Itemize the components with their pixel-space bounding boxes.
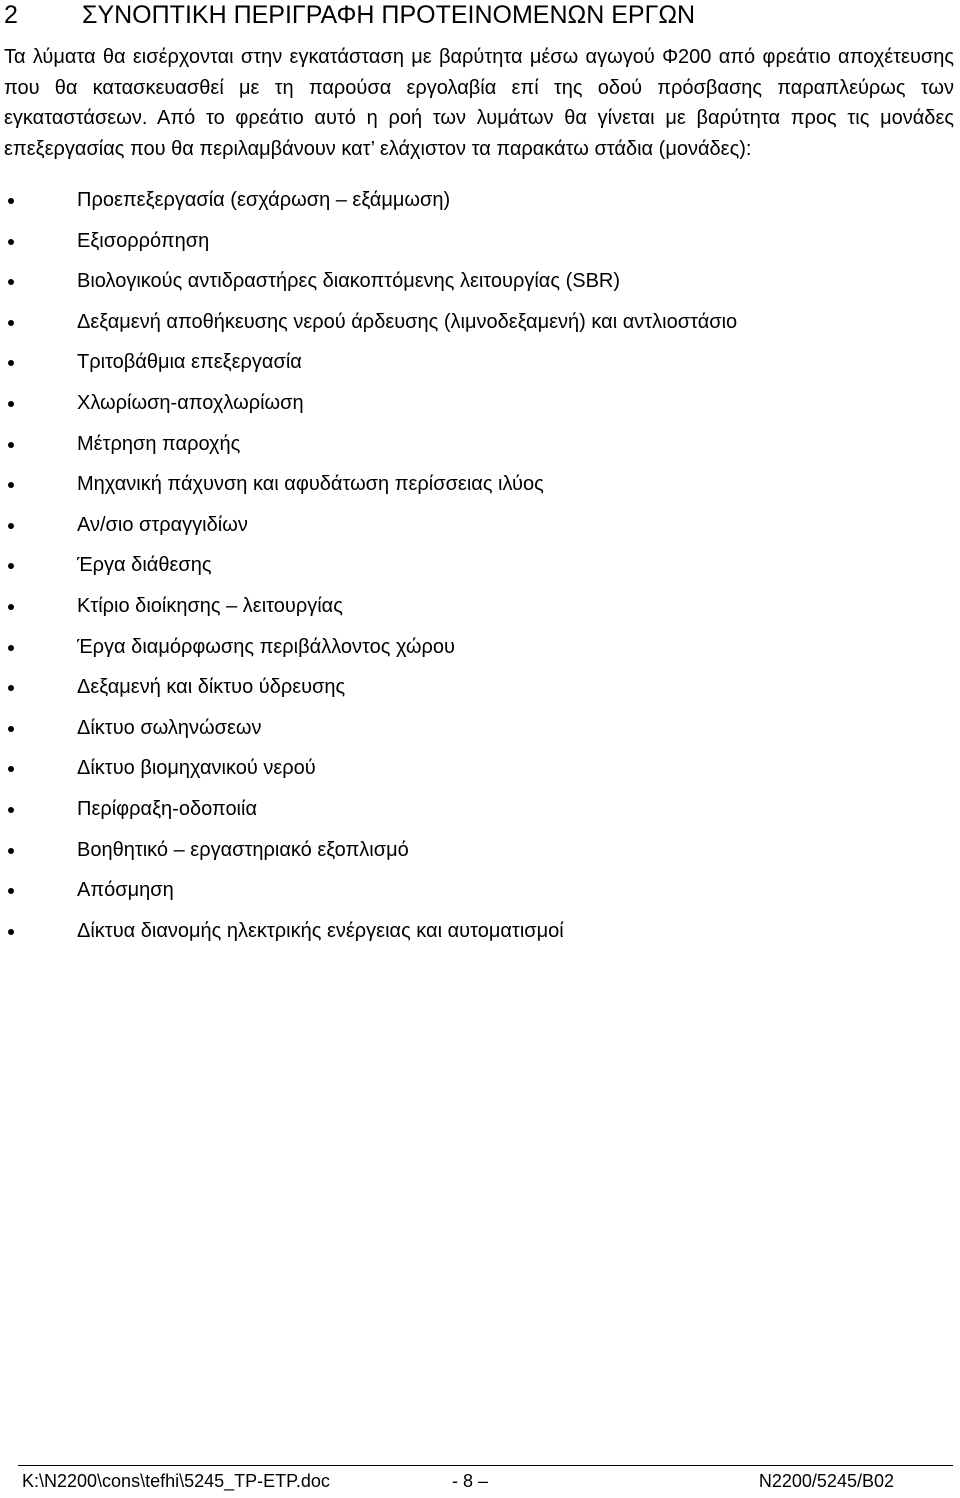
bullet-icon: [8, 320, 14, 326]
list-item-text: Εξισορρόπηση: [77, 229, 210, 252]
list-item: [0, 387, 940, 428]
list-item: [0, 712, 940, 753]
list-item-text: Έργα διάθεσης: [77, 554, 212, 577]
list-item-text: Περίφραξη-οδοποιία: [77, 797, 258, 820]
bullet-icon: [8, 685, 14, 691]
section-number: 2: [4, 1, 18, 29]
bullet-icon: [8, 523, 14, 529]
list-item-text: Δίκτυα διανομής ηλεκτρικής ενέργειας και αυτοματισμοί: [77, 919, 564, 942]
list-item: [0, 468, 940, 509]
list-item: [0, 793, 940, 834]
list-item: [0, 752, 940, 793]
list-item-text: Δίκτυο σωληνώσεων: [77, 716, 262, 739]
bullet-icon: [8, 726, 14, 732]
bullet-icon: [8, 239, 14, 245]
list-item-text: Βιολογικούς αντιδραστήρες διακοπτόμενης λειτουργίας (SBR): [77, 270, 621, 293]
footer-file-path: K:\N2200\cons\tefhi\5245_TP-ETP.doc: [22, 1471, 330, 1491]
list-item: [0, 915, 940, 956]
bullet-icon: [8, 766, 14, 772]
footer-divider: [18, 1465, 953, 1466]
list-item-text: Βοηθητικό – εργαστηριακό εξοπλισμό: [77, 838, 409, 861]
bullet-icon: [8, 401, 14, 407]
list-item: [0, 184, 940, 225]
bullet-icon: [8, 360, 14, 366]
footer-page-number: - 8 –: [452, 1471, 489, 1491]
list-item: [0, 874, 940, 915]
bullet-icon: [8, 645, 14, 651]
bullet-icon: [8, 563, 14, 569]
list-item: [0, 265, 940, 306]
section-heading: [4, 0, 695, 30]
bullet-icon: [8, 888, 14, 894]
bullet-icon: [8, 279, 14, 285]
intro-paragraph-block: [4, 42, 954, 164]
bullet-icon: [8, 929, 14, 935]
list-item: [0, 509, 940, 550]
list-item: [0, 549, 940, 590]
bullet-icon: [8, 604, 14, 610]
list-item: [0, 671, 940, 712]
list-item: [0, 225, 940, 266]
bullet-icon: [8, 442, 14, 448]
list-item-text: Τριτοβάθμια επεξεργασία: [77, 351, 302, 374]
intro-paragraph: Τα λύματα θα εισέρχονται στην εγκατάσταση με βαρύτητα μέσω αγωγού Φ200 από φρεάτιο αποχέτευσης που θα κατασκευασθεί με τη παρούσα εργολαβία επί της οδού πρόσβασης παραπλεύρως των εγκαταστάσεων. Από το φρεάτιο αυτό η ροή των λυμάτων θα γίνεται με βαρύτητα προς τις μονάδες επεξεργασίας που θα περιλαμβάνουν κατ’ ελάχιστον τα παρακάτω στάδια (μονάδες):: [4, 46, 954, 160]
list-item: [0, 631, 940, 672]
list-item: [0, 834, 940, 875]
list-item-text: Μηχανική πάχυνση και αφυδάτωση περίσσειας ιλύος: [77, 473, 544, 496]
list-item-text: Απόσμηση: [77, 879, 174, 902]
bullet-icon: [8, 848, 14, 854]
list-item: [0, 428, 940, 469]
treatment-units-list: [0, 184, 940, 955]
list-item-text: Δίκτυο βιομηχανικού νερού: [77, 757, 316, 780]
list-item: [0, 306, 940, 347]
list-item-text: Έργα διαμόρφωσης περιβάλλοντος χώρου: [77, 635, 455, 658]
footer-document-code: N2200/5245/B02: [758, 1471, 894, 1491]
bullet-icon: [8, 198, 14, 204]
list-item-text: Προεπεξεργασία (εσχάρωση – εξάμμωση): [77, 189, 451, 211]
section-title: ΣΥΝΟΠΤΙΚΗ ΠΕΡΙΓΡΑΦΗ ΠΡΟΤΕΙΝΟΜΕΝΩΝ ΕΡΓΩΝ: [82, 1, 696, 29]
bullet-icon: [8, 482, 14, 488]
list-item-text: Αν/σιο στραγγιδίων: [77, 513, 248, 536]
list-item: [0, 590, 940, 631]
list-item-text: Χλωρίωση-αποχλωρίωση: [77, 391, 304, 414]
list-item-text: Δεξαμενή αποθήκευσης νερού άρδευσης (λιμνοδεξαμενή) και αντλιοστάσιο: [77, 310, 738, 333]
list-item-text: Δεξαμενή και δίκτυο ύδρευσης: [77, 676, 346, 699]
list-item-text: Μέτρηση παροχής: [77, 432, 241, 455]
bullet-icon: [8, 807, 14, 813]
list-item: [0, 346, 940, 387]
list-item-text: Κτίριο διοίκησης – λειτουργίας: [77, 594, 343, 617]
